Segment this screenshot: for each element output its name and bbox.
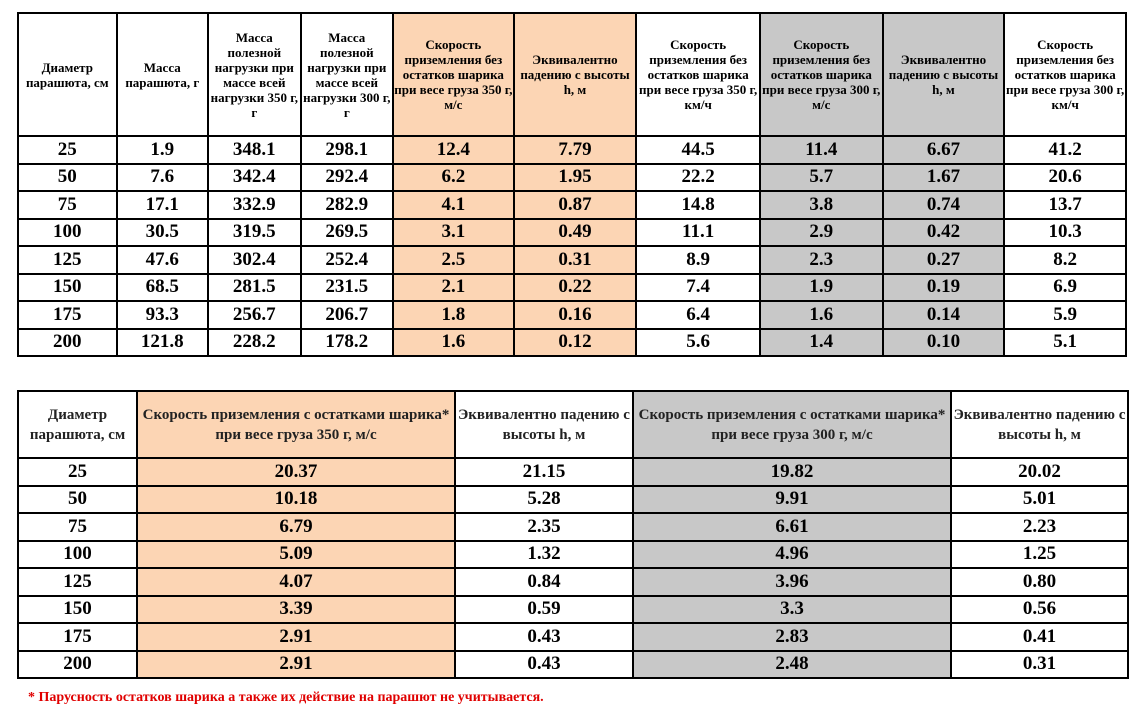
table-cell: 0.56 xyxy=(951,596,1128,624)
table-cell: 0.43 xyxy=(455,651,633,679)
table-cell: 1.25 xyxy=(951,541,1128,569)
table-cell: 7.79 xyxy=(514,136,637,164)
table-cell: 1.67 xyxy=(883,164,1005,192)
table-cell: 2.5 xyxy=(393,246,514,274)
table-cell: 3.8 xyxy=(760,191,883,219)
table-cell: 342.4 xyxy=(208,164,301,192)
table-cell: 0.16 xyxy=(514,301,637,329)
table-cell: 2.3 xyxy=(760,246,883,274)
table-cell: 10.18 xyxy=(137,486,455,514)
table-row xyxy=(18,486,1128,514)
table-cell: 6.9 xyxy=(1004,274,1126,302)
table-cell: 41.2 xyxy=(1004,136,1126,164)
table-cell: 12.4 xyxy=(393,136,514,164)
table-row xyxy=(18,568,1128,596)
table-row xyxy=(18,164,1126,192)
table-row xyxy=(18,246,1126,274)
table-row xyxy=(18,191,1126,219)
table-row xyxy=(18,513,1128,541)
table-cell: 21.15 xyxy=(455,458,633,486)
table-cell: 2.23 xyxy=(951,513,1128,541)
table-cell: 0.12 xyxy=(514,329,637,357)
table1-header-row xyxy=(18,13,1126,136)
table1-header-speed-300-ms: Скорость приземления без остатков шарика при весе груза 300 г, м/с xyxy=(760,13,883,136)
table-cell: 5.9 xyxy=(1004,301,1126,329)
table-cell: 5.09 xyxy=(137,541,455,569)
table-cell: 125 xyxy=(18,246,117,274)
table-row xyxy=(18,329,1126,357)
table-cell: 4.96 xyxy=(633,541,951,569)
table-cell: 319.5 xyxy=(208,219,301,247)
table-cell: 231.5 xyxy=(301,274,394,302)
table1-header-speed-350-ms: Скорость приземления без остатков шарика при весе груза 350 г, м/с xyxy=(393,13,514,136)
table-cell: 3.3 xyxy=(633,596,951,624)
table-cell: 0.27 xyxy=(883,246,1005,274)
table-row xyxy=(18,623,1128,651)
table-cell: 11.1 xyxy=(636,219,760,247)
table-cell: 2.35 xyxy=(455,513,633,541)
table-cell: 200 xyxy=(18,329,117,357)
table-cell: 1.95 xyxy=(514,164,637,192)
table-cell: 6.79 xyxy=(137,513,455,541)
table-cell: 121.8 xyxy=(117,329,208,357)
table-row xyxy=(18,136,1126,164)
table-cell: 206.7 xyxy=(301,301,394,329)
table-cell: 252.4 xyxy=(301,246,394,274)
table1-header-diameter: Диаметр парашюта, см xyxy=(18,13,117,136)
table-cell: 0.74 xyxy=(883,191,1005,219)
parachute-table-with-balloon xyxy=(17,390,1129,679)
table-cell: 200 xyxy=(18,651,137,679)
table-cell: 6.4 xyxy=(636,301,760,329)
table-cell: 9.91 xyxy=(633,486,951,514)
table2-header-row xyxy=(18,391,1128,458)
table-cell: 256.7 xyxy=(208,301,301,329)
table-cell: 1.9 xyxy=(760,274,883,302)
table-row xyxy=(18,274,1126,302)
footnote: * Парусность остатков шарика а также их действие на парашют не учитывается. xyxy=(28,690,544,705)
table-cell: 17.1 xyxy=(117,191,208,219)
table-cell: 5.6 xyxy=(636,329,760,357)
table-cell: 2.83 xyxy=(633,623,951,651)
table-row xyxy=(18,458,1128,486)
table-cell: 0.43 xyxy=(455,623,633,651)
table2-header-height-300: Эквивалентно падению с высоты h, м xyxy=(951,391,1128,458)
table-cell: 22.2 xyxy=(636,164,760,192)
table1-header-payload-300: Масса полезной нагрузки при массе всей нагрузки 300 г, г xyxy=(301,13,394,136)
parachute-table-without-balloon xyxy=(17,12,1127,357)
table-cell: 8.9 xyxy=(636,246,760,274)
table-cell: 75 xyxy=(18,513,137,541)
table-cell: 44.5 xyxy=(636,136,760,164)
table-cell: 4.07 xyxy=(137,568,455,596)
table-cell: 4.1 xyxy=(393,191,514,219)
table1-header-payload-350: Масса полезной нагрузки при массе всей нагрузки 350 г, г xyxy=(208,13,301,136)
table-cell: 7.6 xyxy=(117,164,208,192)
table-cell: 5.01 xyxy=(951,486,1128,514)
table-cell: 50 xyxy=(18,164,117,192)
table-cell: 14.8 xyxy=(636,191,760,219)
table-cell: 20.02 xyxy=(951,458,1128,486)
table-cell: 282.9 xyxy=(301,191,394,219)
table-cell: 93.3 xyxy=(117,301,208,329)
table-cell: 0.31 xyxy=(951,651,1128,679)
table-cell: 6.67 xyxy=(883,136,1005,164)
table-cell: 25 xyxy=(18,458,137,486)
table-cell: 0.49 xyxy=(514,219,637,247)
table-cell: 68.5 xyxy=(117,274,208,302)
table-cell: 175 xyxy=(18,623,137,651)
table-cell: 0.42 xyxy=(883,219,1005,247)
table-cell: 5.1 xyxy=(1004,329,1126,357)
table-cell: 0.10 xyxy=(883,329,1005,357)
table-cell: 332.9 xyxy=(208,191,301,219)
table-cell: 100 xyxy=(18,541,137,569)
table-cell: 178.2 xyxy=(301,329,394,357)
table-cell: 5.28 xyxy=(455,486,633,514)
table-cell: 1.6 xyxy=(393,329,514,357)
table-cell: 0.19 xyxy=(883,274,1005,302)
table-cell: 1.6 xyxy=(760,301,883,329)
table-cell: 20.6 xyxy=(1004,164,1126,192)
table-cell: 348.1 xyxy=(208,136,301,164)
table-row xyxy=(18,651,1128,679)
table-cell: 1.32 xyxy=(455,541,633,569)
table-cell: 20.37 xyxy=(137,458,455,486)
table-cell: 269.5 xyxy=(301,219,394,247)
table-cell: 25 xyxy=(18,136,117,164)
table-cell: 0.84 xyxy=(455,568,633,596)
table1-header-chute-mass: Масса парашюта, г xyxy=(117,13,208,136)
table1-header-height-300: Эквивалентно падению с высоты h, м xyxy=(883,13,1005,136)
table-cell: 3.96 xyxy=(633,568,951,596)
table-cell: 13.7 xyxy=(1004,191,1126,219)
table-row xyxy=(18,596,1128,624)
table-cell: 10.3 xyxy=(1004,219,1126,247)
table-cell: 150 xyxy=(18,274,117,302)
table-cell: 5.7 xyxy=(760,164,883,192)
table-cell: 150 xyxy=(18,596,137,624)
table-cell: 3.39 xyxy=(137,596,455,624)
table-cell: 125 xyxy=(18,568,137,596)
table1-header-height-350: Эквивалентно падению с высоты h, м xyxy=(514,13,637,136)
table-cell: 228.2 xyxy=(208,329,301,357)
table-cell: 7.4 xyxy=(636,274,760,302)
table-cell: 2.91 xyxy=(137,651,455,679)
table1-header-speed-300-kmh: Скорость приземления без остатков шарика при весе груза 300 г, км/ч xyxy=(1004,13,1126,136)
table-cell: 0.80 xyxy=(951,568,1128,596)
table-row xyxy=(18,219,1126,247)
table-cell: 2.91 xyxy=(137,623,455,651)
table1-header-speed-350-kmh: Скорость приземления без остатков шарика при весе груза 350 г, км/ч xyxy=(636,13,760,136)
table-cell: 281.5 xyxy=(208,274,301,302)
table-cell: 0.31 xyxy=(514,246,637,274)
table-cell: 11.4 xyxy=(760,136,883,164)
table-cell: 6.2 xyxy=(393,164,514,192)
table-cell: 1.8 xyxy=(393,301,514,329)
table-cell: 1.9 xyxy=(117,136,208,164)
table-cell: 19.82 xyxy=(633,458,951,486)
table-cell: 175 xyxy=(18,301,117,329)
table-cell: 292.4 xyxy=(301,164,394,192)
table2-header-diameter: Диаметр парашюта, см xyxy=(18,391,137,458)
table-cell: 47.6 xyxy=(117,246,208,274)
table-cell: 6.61 xyxy=(633,513,951,541)
table-cell: 302.4 xyxy=(208,246,301,274)
table-cell: 100 xyxy=(18,219,117,247)
table-cell: 75 xyxy=(18,191,117,219)
table-cell: 0.59 xyxy=(455,596,633,624)
table-cell: 1.4 xyxy=(760,329,883,357)
table-cell: 2.9 xyxy=(760,219,883,247)
table-cell: 0.22 xyxy=(514,274,637,302)
table2-header-speed-300: Скорость приземления с остатками шарика* при весе груза 300 г, м/с xyxy=(633,391,951,458)
table-cell: 30.5 xyxy=(117,219,208,247)
table-cell: 2.48 xyxy=(633,651,951,679)
table-cell: 0.87 xyxy=(514,191,637,219)
table-cell: 0.14 xyxy=(883,301,1005,329)
table-cell: 0.41 xyxy=(951,623,1128,651)
table-cell: 3.1 xyxy=(393,219,514,247)
table-cell: 298.1 xyxy=(301,136,394,164)
table-row xyxy=(18,541,1128,569)
table-row xyxy=(18,301,1126,329)
table2-header-height-350: Эквивалентно падению с высоты h, м xyxy=(455,391,633,458)
table-cell: 8.2 xyxy=(1004,246,1126,274)
table-cell: 50 xyxy=(18,486,137,514)
table2-header-speed-350: Скорость приземления с остатками шарика* при весе груза 350 г, м/с xyxy=(137,391,455,458)
table-cell: 2.1 xyxy=(393,274,514,302)
